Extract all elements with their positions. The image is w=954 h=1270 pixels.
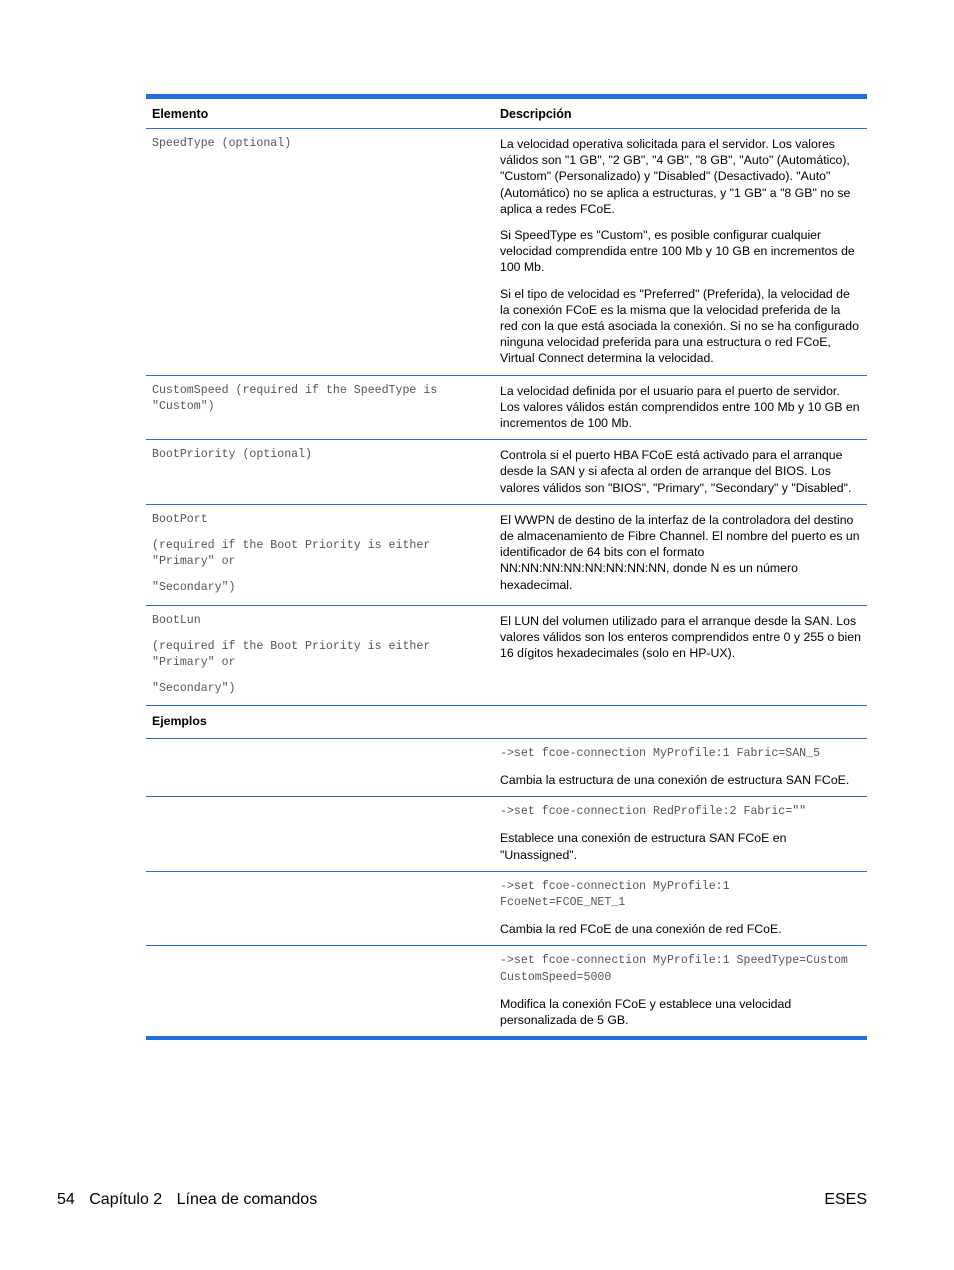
element-code: BootPort xyxy=(152,512,208,526)
empty-cell xyxy=(146,797,494,872)
table-row xyxy=(146,440,867,505)
example-command: ->set fcoe-connection MyProfile:1 FcoeNet=FCOE_NET_1 xyxy=(500,879,730,909)
description-cell xyxy=(494,375,867,440)
table-header-row xyxy=(146,99,867,129)
example-cell xyxy=(494,797,867,872)
description-paragraph: El WWPN de destino de la interfaz de la controladora del destino de almacenamiento de Fibre Channel. El nombre del puerto es un identificador de 64 bits con el formato NN:NN:NN:NN:NN:NN:NN:NN, donde N es un número hexadecimal. xyxy=(500,512,860,592)
element-code: CustomSpeed (required if the SpeedType is "Custom") xyxy=(152,383,438,413)
element-cell xyxy=(146,440,494,505)
element-code: BootLun xyxy=(152,613,201,627)
empty-cell xyxy=(146,738,494,796)
element-cell xyxy=(146,375,494,440)
example-row xyxy=(146,946,867,1038)
examples-label: Ejemplos xyxy=(146,706,494,738)
example-cell xyxy=(494,946,867,1038)
chapter-label: Capítulo 2 xyxy=(89,1191,163,1208)
example-text: Cambia la red FCoE de una conexión de red FCoE. xyxy=(500,922,782,937)
examples-header-row xyxy=(146,706,867,738)
description-paragraph: Si el tipo de velocidad es "Preferred" (Preferida), la velocidad de la conexión FCoE es la misma que la velocidad preferida de la red con la que está asociada la conexión. Si no se ha configurado ninguna velocidad preferida para una estructura o red FCoE, Virtual Connect determina la velocidad. xyxy=(500,286,859,366)
element-cell xyxy=(146,504,494,605)
element-code: (required if the Boot Priority is either "Primary" or xyxy=(152,639,431,670)
description-cell xyxy=(494,129,867,376)
example-text: Modifica la conexión FCoE y establece una velocidad personalizada de 5 GB. xyxy=(500,996,792,1027)
element-code: (required if the Boot Priority is either "Primary" or xyxy=(152,539,431,569)
description-paragraph: La velocidad definida por el usuario para el puerto de servidor. Los valores válidos están comprendidos entre 100 Mb y 10 GB en incrementos de 100 Mb. xyxy=(500,383,860,431)
element-code: "Secondary") xyxy=(152,682,236,696)
example-row xyxy=(146,738,867,796)
table-row xyxy=(146,375,867,440)
element-cell xyxy=(146,605,494,706)
table-row xyxy=(146,129,867,376)
parameters-table xyxy=(146,94,867,1040)
example-row xyxy=(146,797,867,872)
example-cell xyxy=(494,871,867,946)
empty-cell xyxy=(146,871,494,946)
description-cell xyxy=(494,605,867,706)
example-cell xyxy=(494,738,867,796)
description-paragraph: Si SpeedType es "Custom", es posible configurar cualquier velocidad comprendida entre 100 Mb y 10 GB en incrementos de 100 Mb. xyxy=(500,228,855,275)
description-paragraph: El LUN del volumen utilizado para el arranque desde la SAN. Los valores válidos son los enteros comprendidos entre 0 y 255 o bien 16 dígitos hexadecimales (solo en HP-UX). xyxy=(500,613,861,661)
header-element: Elemento xyxy=(146,99,494,129)
description-paragraph: Controla si el puerto HBA FCoE está activado para el arranque desde la SAN y si afecta al orden de arranque del BIOS. Los valores válidos son "BIOS", "Primary", "Secondary" y "Disabled". xyxy=(500,448,852,495)
description-cell xyxy=(494,504,867,605)
page-footer-left xyxy=(57,1191,327,1209)
example-command: ->set fcoe-connection RedProfile:2 Fabric="" xyxy=(500,805,807,819)
example-row xyxy=(146,871,867,946)
description-cell xyxy=(494,440,867,505)
element-code: "Secondary") xyxy=(152,581,236,595)
table-row xyxy=(146,605,867,706)
element-code: BootPriority (optional) xyxy=(152,448,313,462)
empty-cell xyxy=(494,706,867,738)
example-text: Establece una conexión de estructura SAN FCoE en "Unassigned". xyxy=(500,831,787,862)
empty-cell xyxy=(146,946,494,1038)
page-footer-locale: ESES xyxy=(824,1191,867,1208)
example-command: ->set fcoe-connection MyProfile:1 Fabric=SAN_5 xyxy=(500,746,821,760)
element-cell xyxy=(146,129,494,376)
table-row xyxy=(146,504,867,605)
example-command: ->set fcoe-connection MyProfile:1 SpeedType=Custom CustomSpeed=5000 xyxy=(500,954,848,984)
header-description: Descripción xyxy=(494,99,867,129)
element-code: SpeedType (optional) xyxy=(152,137,292,150)
page-number: 54 xyxy=(57,1191,75,1208)
description-paragraph: La velocidad operativa solicitada para el servidor. Los valores válidos son "1 GB", "2 GB", "4 GB", "8 GB", "Auto" (Automático), "Custom" (Personalizado) y "Disabled" (Desactivado). "Auto" (Automático) no se aplica a estructuras, y "1 GB" a "8 GB" no se aplica a redes FCoE. xyxy=(500,137,851,216)
example-text: Cambia la estructura de una conexión de estructura SAN FCoE. xyxy=(500,772,850,787)
chapter-title: Línea de comandos xyxy=(176,1191,318,1208)
